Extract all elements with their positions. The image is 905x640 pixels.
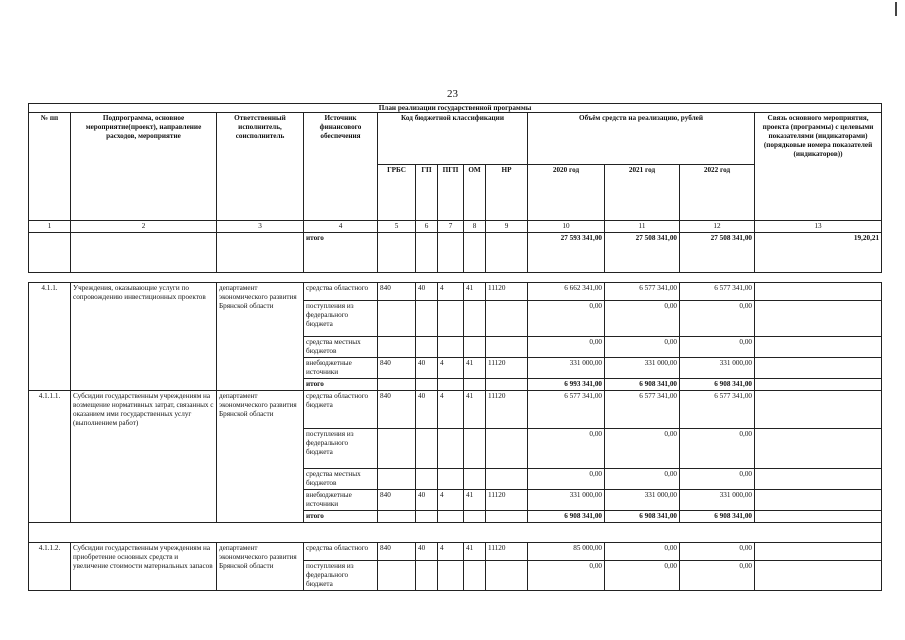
- funding-source: средства областного бюджета: [304, 391, 378, 429]
- header-pgp: ПГП: [438, 165, 464, 221]
- amount-2021: 331 000,00: [605, 490, 680, 511]
- amount-2021: 6 908 341,00: [605, 511, 680, 523]
- amount-2020: 0,00: [528, 561, 605, 591]
- total-2022: 27 508 341,00: [680, 233, 755, 273]
- code-pgp: 4: [438, 543, 464, 561]
- col-number: 13: [755, 221, 882, 233]
- code-grbs: [378, 379, 416, 391]
- indicator-link: [755, 301, 882, 337]
- col-number: 8: [464, 221, 486, 233]
- amount-2021: 0,00: [605, 469, 680, 490]
- funding-source: итого: [304, 379, 378, 391]
- amount-2020: 0,00: [528, 469, 605, 490]
- code-om: 41: [464, 543, 486, 561]
- code-om: 41: [464, 358, 486, 379]
- funding-source: внебюджетные источники: [304, 358, 378, 379]
- code-np: 11120: [486, 358, 528, 379]
- table-row: [29, 283, 882, 301]
- section-number: 4.1.1.: [29, 283, 71, 391]
- amount-2020: 331 000,00: [528, 490, 605, 511]
- amount-2021: 6 908 341,00: [605, 379, 680, 391]
- total-label: итого: [304, 233, 378, 273]
- col-number: 1: [29, 221, 71, 233]
- code-grbs: [378, 301, 416, 337]
- code-np: [486, 429, 528, 469]
- code-gp: [416, 337, 438, 358]
- amount-2022: 0,00: [680, 561, 755, 591]
- code-om: [464, 337, 486, 358]
- amount-2021: 331 000,00: [605, 358, 680, 379]
- amount-2020: 6 577 341,00: [528, 391, 605, 429]
- funding-source: средства областного: [304, 543, 378, 561]
- code-pgp: [438, 561, 464, 591]
- funding-source: внебюджетные источники: [304, 490, 378, 511]
- amount-2020: 85 000,00: [528, 543, 605, 561]
- col-number: 11: [605, 221, 680, 233]
- amount-2022: 0,00: [680, 301, 755, 337]
- column-number-row: [29, 221, 882, 233]
- code-gp: 40: [416, 358, 438, 379]
- header-2020: 2020 год: [528, 165, 605, 221]
- code-np: [486, 301, 528, 337]
- indicator-link: [755, 511, 882, 523]
- code-np: 11120: [486, 543, 528, 561]
- page-edge-mark: [895, 2, 897, 16]
- total-link: 19,20,21: [755, 233, 882, 273]
- code-np: 11120: [486, 283, 528, 301]
- code-pgp: 4: [438, 391, 464, 429]
- table-title: План реализации государственной программы: [29, 104, 882, 113]
- amount-2020: 0,00: [528, 301, 605, 337]
- code-om: [464, 561, 486, 591]
- funding-source: средства местных бюджетов: [304, 469, 378, 490]
- indicator-link: [755, 358, 882, 379]
- section-executor: департамент экономического развития Брянской области: [217, 543, 304, 591]
- code-grbs: [378, 469, 416, 490]
- code-grbs: [378, 561, 416, 591]
- header-no: № пп: [29, 113, 71, 221]
- header-volume: Объём средств на реализацию, рублей: [528, 113, 755, 165]
- indicator-link: [755, 543, 882, 561]
- code-grbs: 840: [378, 543, 416, 561]
- code-om: 41: [464, 283, 486, 301]
- amount-2022: 6 908 341,00: [680, 379, 755, 391]
- amount-2022: 0,00: [680, 543, 755, 561]
- code-om: [464, 511, 486, 523]
- code-om: [464, 429, 486, 469]
- section-name: Учреждения, оказывающие услуги по сопровождению инвестиционных проектов: [71, 283, 217, 391]
- amount-2020: 0,00: [528, 337, 605, 358]
- code-np: [486, 511, 528, 523]
- funding-source: средства местных бюджетов: [304, 337, 378, 358]
- code-pgp: [438, 379, 464, 391]
- code-grbs: [378, 429, 416, 469]
- col-number: 9: [486, 221, 528, 233]
- spacer-row: [29, 523, 882, 543]
- code-pgp: [438, 429, 464, 469]
- header-gp: ГП: [416, 165, 438, 221]
- total-2021: 27 508 341,00: [605, 233, 680, 273]
- indicator-link: [755, 283, 882, 301]
- section-number: 4.1.1.2.: [29, 543, 71, 591]
- indicator-link: [755, 391, 882, 429]
- code-om: [464, 379, 486, 391]
- code-np: 11120: [486, 490, 528, 511]
- amount-2021: 0,00: [605, 561, 680, 591]
- table-row: [29, 543, 882, 561]
- amount-2020: 6 993 341,00: [528, 379, 605, 391]
- amount-2022: 6 908 341,00: [680, 511, 755, 523]
- amount-2022: 0,00: [680, 469, 755, 490]
- funding-source: поступления из федерального бюджета: [304, 561, 378, 591]
- amount-2020: 0,00: [528, 429, 605, 469]
- code-pgp: [438, 511, 464, 523]
- indicator-link: [755, 337, 882, 358]
- amount-2021: 0,00: [605, 337, 680, 358]
- amount-2021: 0,00: [605, 301, 680, 337]
- section-executor: департамент экономического развития Брянской области: [217, 391, 304, 523]
- amount-2022: 0,00: [680, 337, 755, 358]
- header-source: Источник финансового обеспечения: [304, 113, 378, 221]
- amount-2021: 0,00: [605, 429, 680, 469]
- indicator-link: [755, 429, 882, 469]
- amount-2022: 6 577 341,00: [680, 283, 755, 301]
- code-gp: [416, 301, 438, 337]
- code-grbs: [378, 337, 416, 358]
- col-number: 12: [680, 221, 755, 233]
- col-number: 3: [217, 221, 304, 233]
- code-grbs: [378, 511, 416, 523]
- code-pgp: 4: [438, 283, 464, 301]
- section-number: 4.1.1.1.: [29, 391, 71, 523]
- code-np: 11120: [486, 391, 528, 429]
- funding-source: средства областного: [304, 283, 378, 301]
- code-grbs: 840: [378, 391, 416, 429]
- amount-2022: 331 000,00: [680, 490, 755, 511]
- code-pgp: [438, 469, 464, 490]
- page-number: 23: [447, 88, 458, 100]
- funding-source: поступления из федерального бюджета: [304, 301, 378, 337]
- code-pgp: 4: [438, 358, 464, 379]
- code-grbs: 840: [378, 283, 416, 301]
- code-np: [486, 379, 528, 391]
- table-title-row: [29, 104, 882, 113]
- code-np: [486, 561, 528, 591]
- header-row-1: [29, 113, 882, 165]
- code-gp: 40: [416, 490, 438, 511]
- indicator-link: [755, 379, 882, 391]
- funding-source: итого: [304, 511, 378, 523]
- code-grbs: 840: [378, 358, 416, 379]
- code-gp: 40: [416, 283, 438, 301]
- spacer-row: [29, 273, 882, 283]
- col-number: 4: [304, 221, 378, 233]
- amount-2020: 6 908 341,00: [528, 511, 605, 523]
- indicator-link: [755, 490, 882, 511]
- amount-2020: 6 662 341,00: [528, 283, 605, 301]
- total-2020: 27 593 341,00: [528, 233, 605, 273]
- header-om: ОМ: [464, 165, 486, 221]
- code-np: [486, 469, 528, 490]
- header-executor: Ответственный исполнитель, соисполнитель: [217, 113, 304, 221]
- grand-total-row: [29, 233, 882, 273]
- col-number: 2: [71, 221, 217, 233]
- amount-2022: 331 000,00: [680, 358, 755, 379]
- code-gp: [416, 511, 438, 523]
- header-2022: 2022 год: [680, 165, 755, 221]
- code-pgp: [438, 337, 464, 358]
- col-number: 10: [528, 221, 605, 233]
- header-subprogram: Подпрограмма, основное мероприятие(проект), направление расходов, мероприятие: [71, 113, 217, 221]
- code-gp: 40: [416, 391, 438, 429]
- code-np: [486, 337, 528, 358]
- section-executor: департамент экономического развития Брянской области: [217, 283, 304, 391]
- section-name: Субсидии государственным учреждениям на приобретение основных средств и увеличение стоимости материальных запасов: [71, 543, 217, 591]
- table-row: [29, 391, 882, 429]
- header-2021: 2021 год: [605, 165, 680, 221]
- amount-2020: 331 000,00: [528, 358, 605, 379]
- header-link: Связь основного мероприятия, проекта (программы) с целевыми показателями (индикаторами) (порядковые номера показателей (индикаторов)): [755, 113, 882, 221]
- header-budget-code: Код бюджетной классификации: [378, 113, 528, 165]
- header-np: НР: [486, 165, 528, 221]
- indicator-link: [755, 561, 882, 591]
- code-grbs: 840: [378, 490, 416, 511]
- amount-2021: 6 577 341,00: [605, 391, 680, 429]
- code-om: [464, 301, 486, 337]
- amount-2022: 0,00: [680, 429, 755, 469]
- code-om: [464, 469, 486, 490]
- code-pgp: [438, 301, 464, 337]
- code-gp: 40: [416, 543, 438, 561]
- amount-2021: 0,00: [605, 543, 680, 561]
- amount-2021: 6 577 341,00: [605, 283, 680, 301]
- header-grbs: ГРБС: [378, 165, 416, 221]
- col-number: 7: [438, 221, 464, 233]
- amount-2022: 6 577 341,00: [680, 391, 755, 429]
- code-gp: [416, 429, 438, 469]
- col-number: 5: [378, 221, 416, 233]
- implementation-plan-table: [28, 103, 882, 591]
- indicator-link: [755, 469, 882, 490]
- code-pgp: 4: [438, 490, 464, 511]
- code-om: 41: [464, 391, 486, 429]
- funding-source: поступления из федерального бюджета: [304, 429, 378, 469]
- col-number: 6: [416, 221, 438, 233]
- code-gp: [416, 379, 438, 391]
- code-gp: [416, 561, 438, 591]
- code-om: 41: [464, 490, 486, 511]
- code-gp: [416, 469, 438, 490]
- section-name: Субсидии государственным учреждениям на возмещение нормативных затрат, связанных с оказанием ими государственных услуг (выполнением работ): [71, 391, 217, 523]
